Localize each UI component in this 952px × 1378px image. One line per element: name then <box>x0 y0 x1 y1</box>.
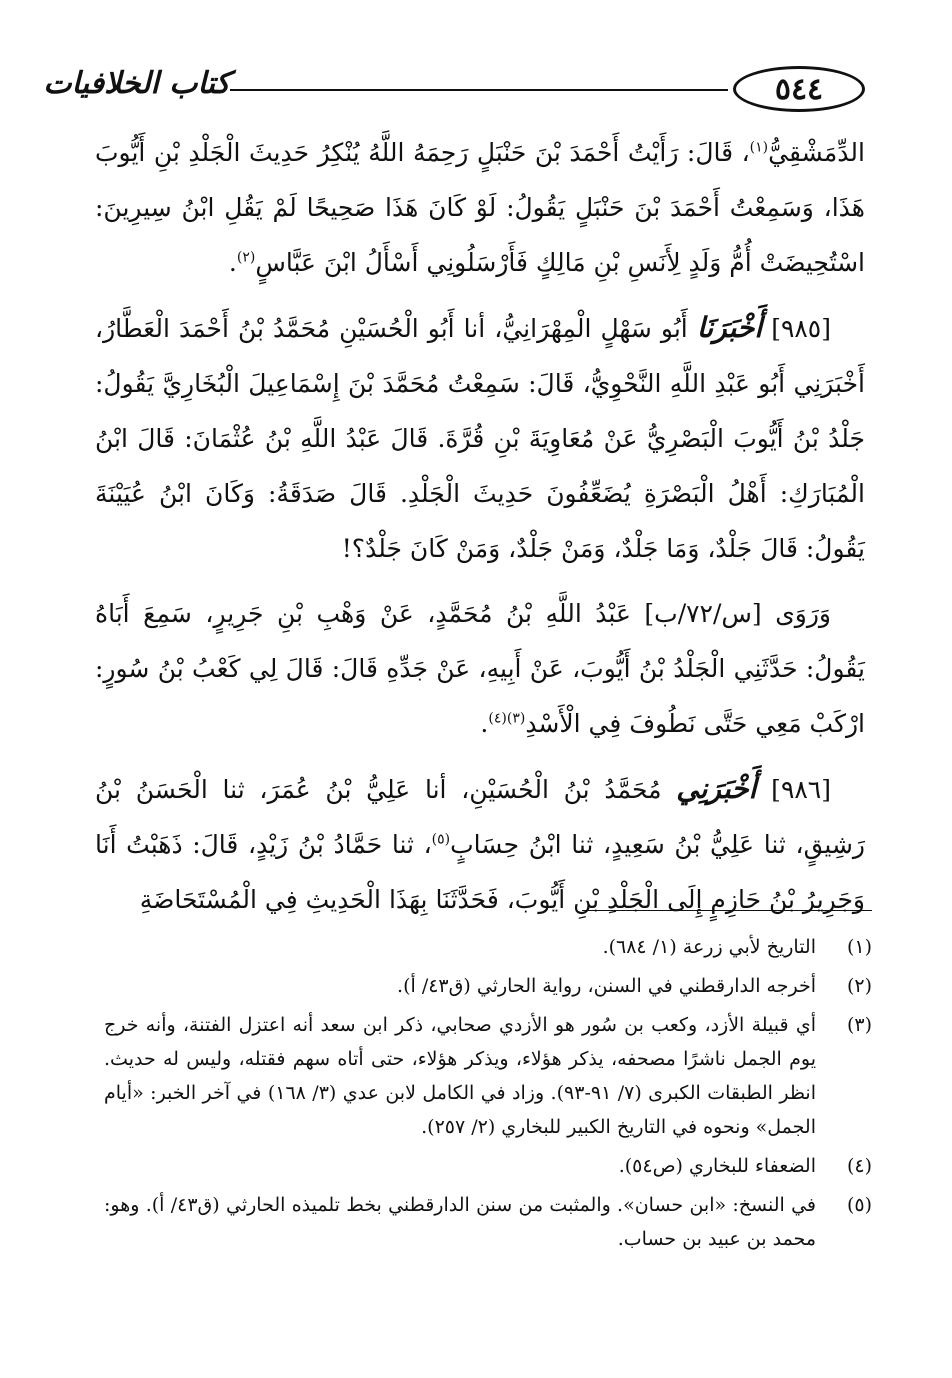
text-span: أَبُو سَهْلٍ الْمِهْرَانِيُّ، أنا أَبُو الْحُسَيْنِ مُحَمَّدُ بْنُ أَحْمَدَ الْعَطَّارُ، أَخْبَرَنِي أَبُو عَبْدِ اللَّهِ النَّحْوِيُّ، قَالَ: سَمِعْتُ مُحَمَّدَ بْنَ إِسْمَاعِيلَ الْبُخَارِيَّ يَقُولُ: جَلْدُ بْنُ أَيُّوبَ الْبَصْرِيُّ عَنْ مُعَاوِيَةَ بْنِ قُرَّةَ. قَالَ عَبْدُ اللَّهِ بْنُ عُثْمَانَ: قَالَ ابْنُ الْمُبَارَكِ: أَهْلُ الْبَصْرَةِ يُضَعِّفُونَ حَدِيثَ الْجَلْدِ. قَالَ صَدَقَةُ: وَكَانَ ابْنُ عُيَيْنَةَ يَقُولُ: قَالَ جَلْدٌ، وَمَا جَلْدٌ، وَمَنْ جَلْدٌ، وَمَنْ كَانَ جَلْدٌ؟! <box>95 314 865 563</box>
footnote-text: في النسخ: «ابن حسان». والمثبت من سنن الدارقطني بخط تلميذه الحارثي (ق٤٣/ أ). وهو: محمد بن عبيد بن حساب. <box>104 1194 816 1250</box>
footnote-item <box>104 930 872 964</box>
footnote-ref-5[interactable]: (٥) <box>431 831 451 848</box>
book-title: كتاب الخلافيات <box>43 66 230 101</box>
text-span: ، قَالَ: رَأَيْتُ أَحْمَدَ بْنَ حَنْبَلٍ رَحِمَهُ اللَّهُ يُنْكِرُ حَدِيثَ الْجَلْدِ بْنِ أَيُّوبَ هَذَا، وَسَمِعْتُ أَحْمَدَ بْنَ حَنْبَلٍ يَقُولُ: لَوْ كَانَ هَذَا صَحِيحًا لَمْ يَقُلِ ابْنُ سِيرِينَ: اسْتُحِيضَتْ أُمُّ وَلَدٍ لِأَنَسِ بْنِ مَالِكٍ فَأَرْسَلُونِي أَسْأَلُ ابْنَ عَبَّاسٍ <box>95 138 865 277</box>
footnote-number: (٥) <box>846 1194 872 1216</box>
main-text <box>95 125 865 937</box>
header-rule <box>230 89 728 91</box>
footnote-item <box>104 969 872 1003</box>
text-span: ، ثنا حَمَّادُ بْنُ زَيْدٍ، قَالَ: ذَهَبْتُ أَنَا وَجَرِيرُ بْنُ حَازِمٍ إِلَى الْجَلْدِ بْنِ أَيُّوبَ، فَحَدَّثَنَا بِهَذَا الْحَدِيثِ فِي الْمُسْتَحَاضَةِ <box>95 830 865 914</box>
paragraph-hadith-985 <box>95 300 865 576</box>
paragraph-narration <box>95 586 865 751</box>
running-header <box>43 58 865 130</box>
hadith-number: [٩٨٦] <box>771 775 831 804</box>
footnote-text: أخرجه الدارقطني في السنن، رواية الحارثي (ق٤٣/ أ). <box>397 975 816 997</box>
footnote-ref-1[interactable]: (١) <box>749 139 769 156</box>
footnote-separator <box>582 910 872 911</box>
footnote-item <box>104 1188 872 1256</box>
paragraph-hadith-986 <box>95 761 865 927</box>
footnote-number: (٢) <box>846 975 872 997</box>
footnote-text: أي قبيلة الأزد، وكعب بن سُور هو الأزدي صحابي، ذكر ابن سعد أنه اعتزل الفتنة، وأنه خرج يوم الجمل ناشرًا مصحفه، يذكر هؤلاء، ويذكر هؤلاء، حتى أتاه سهم فقتله، وليس له حديث. انظر الطبقات الكبرى (٧/ ٩١-٩٣). وزاد في الكامل لابن عدي (٣/ ١٦٨) في آخر الخبر: «أيام الجمل» ونحوه في التاريخ الكبير للبخاري (٢/ ٢٥٧). <box>104 1014 816 1138</box>
text-span: الدِّمَشْقِيُّ <box>768 138 865 167</box>
paragraph-intro <box>95 125 865 290</box>
transmission-heading: أَخْبَرَنَا <box>696 311 763 344</box>
footnote-text: التاريخ لأبي زرعة (١/ ٦٨٤). <box>602 936 816 958</box>
footnote-number: (١) <box>846 936 872 958</box>
hadith-number: [٩٨٥] <box>771 314 832 343</box>
footnotes <box>104 930 872 1261</box>
footnote-item <box>104 1008 872 1144</box>
text-span: وَرَوَى [س/٧٢/ب] عَبْدُ اللَّهِ بْنُ مُحَمَّدٍ، عَنْ وَهْبِ بْنِ جَرِيرٍ، سَمِعَ أَبَاهُ يَقُولُ: حَدَّثَنِي الْجَلْدُ بْنُ أَيُّوبَ، عَنْ أَبِيهِ، عَنْ جَدِّهِ قَالَ: قَالَ لِي كَعْبُ بْنُ سُورٍ: ارْكَبْ مَعِي حَتَّى نَطُوفَ فِي الْأَسْدِ <box>95 599 865 738</box>
text-span: مُحَمَّدُ بْنُ الْحُسَيْنِ، أنا عَلِيُّ بْنُ عُمَرَ، ثنا الْحَسَنُ بْنُ رَشِيقٍ، ثنا عَلِيُّ بْنُ سَعِيدٍ، ثنا ابْنُ حِسَابٍ <box>95 775 865 859</box>
page-number: ٥٤٤ <box>733 66 865 112</box>
footnote-number: (٣) <box>846 1014 872 1036</box>
transmission-heading: أَخْبَرَنِي <box>676 772 757 805</box>
footnote-text: الضعفاء للبخاري (ص٥٤). <box>618 1155 816 1177</box>
footnote-number: (٤) <box>846 1155 872 1177</box>
footnote-ref-3-4[interactable]: (٣)(٤) <box>488 710 526 727</box>
text-span: . <box>228 248 237 277</box>
footnote-ref-2[interactable]: (٢) <box>236 249 256 266</box>
footnote-item <box>104 1149 872 1183</box>
text-span: . <box>480 709 489 738</box>
